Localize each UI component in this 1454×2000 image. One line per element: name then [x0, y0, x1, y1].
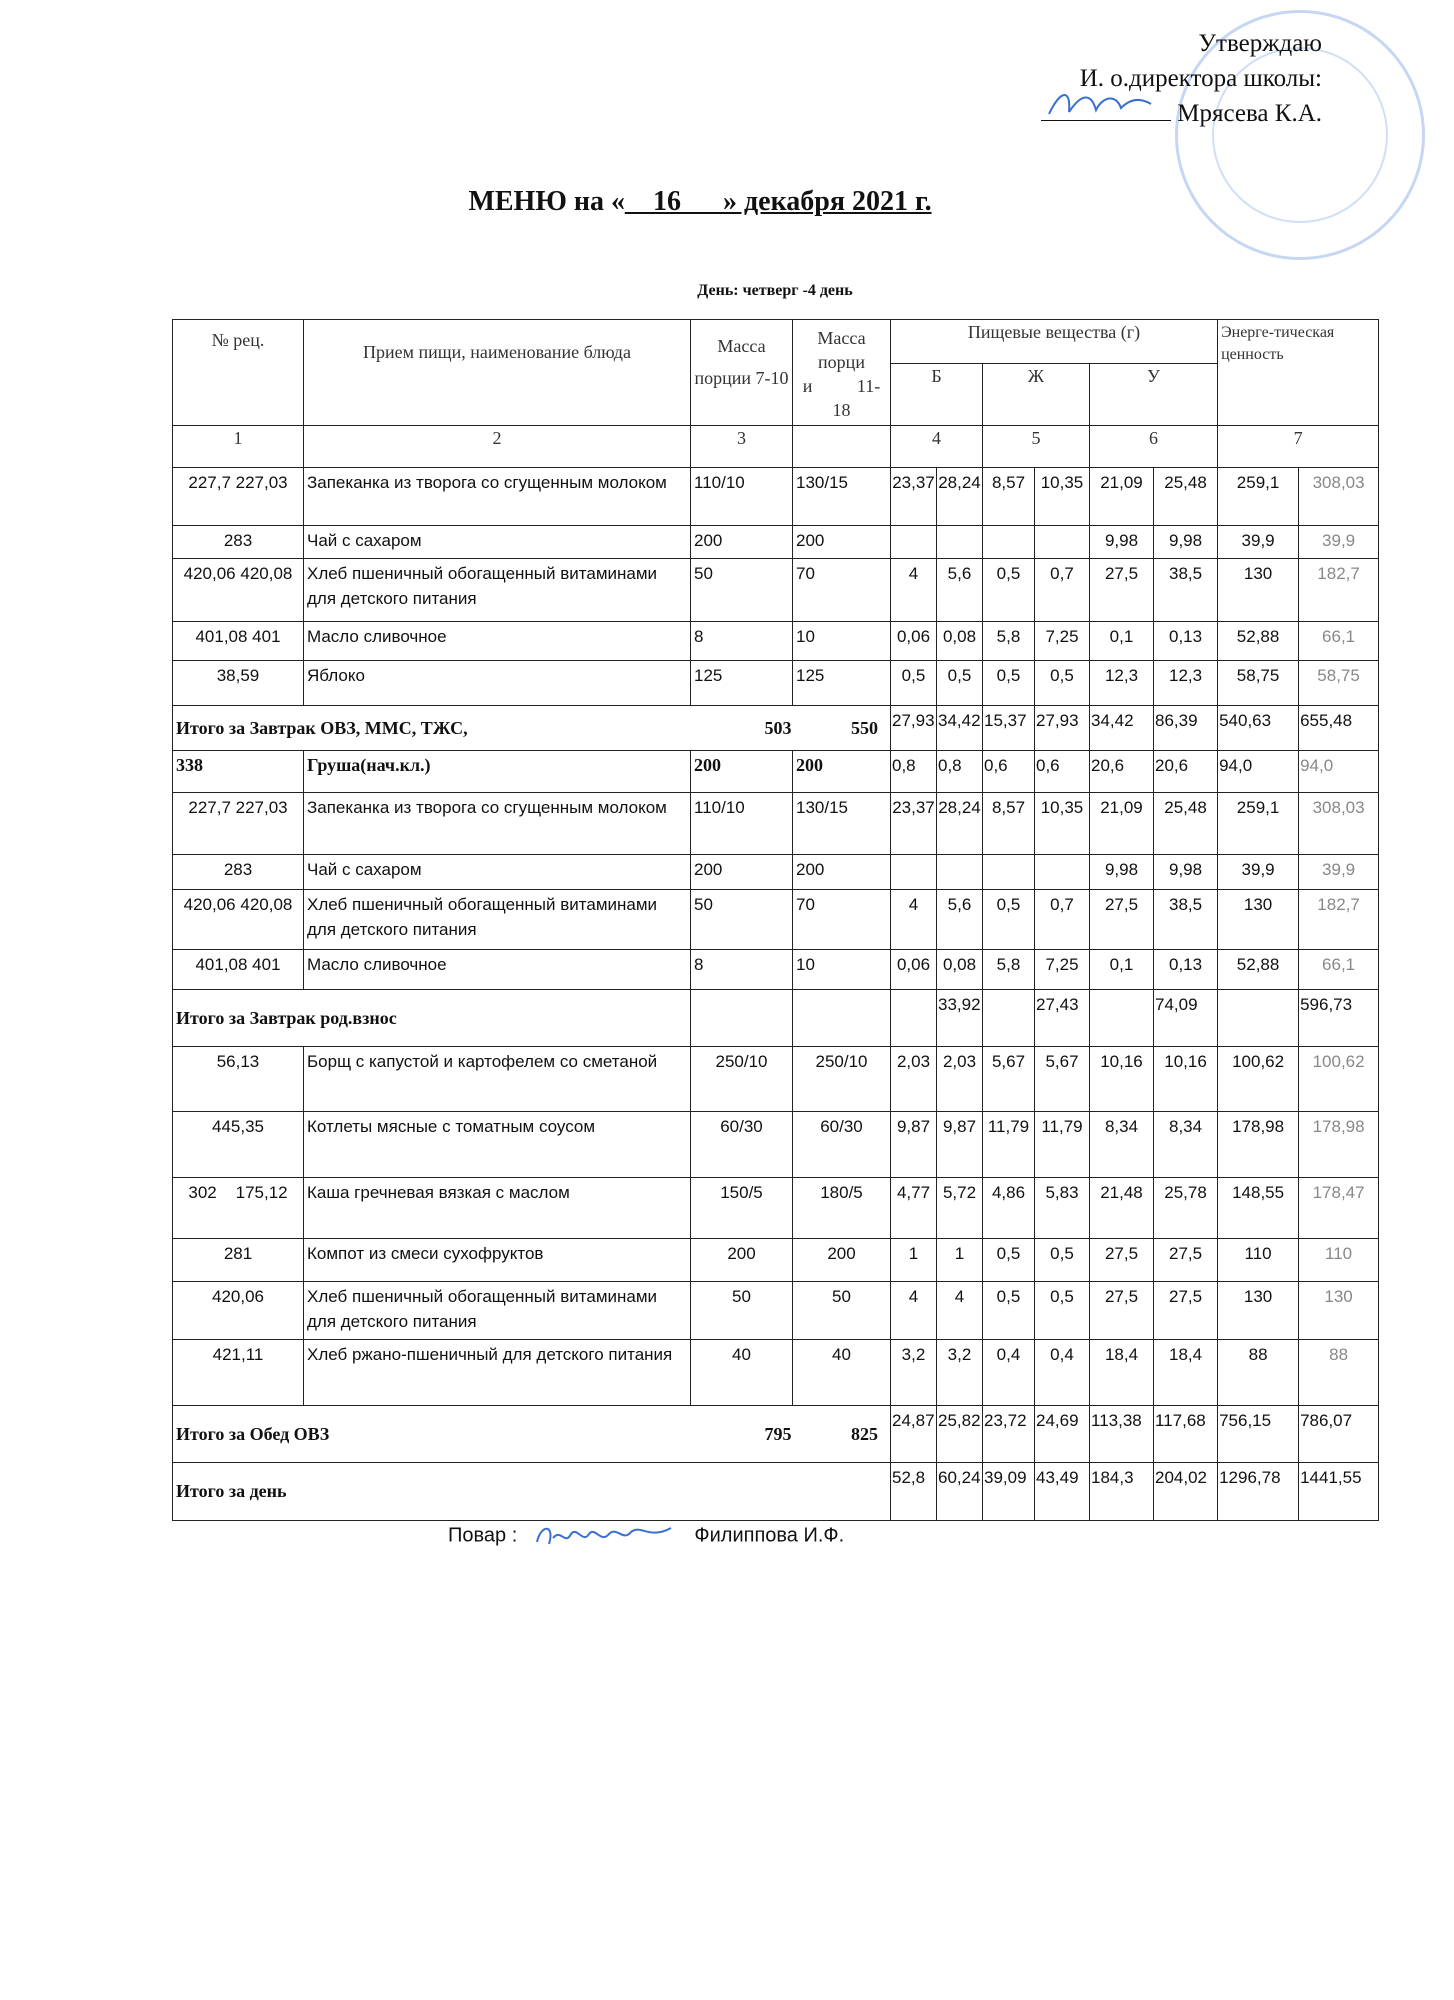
- recipe-number: 227,7 227,03: [173, 468, 304, 526]
- carbs-11-18-value: 18,4: [1154, 1340, 1218, 1406]
- dish-name: Хлеб ржано-пшеничный для детского питания: [304, 1340, 691, 1406]
- energy-7-10-value: 130: [1218, 559, 1299, 622]
- protein-11-18-value: 28,24: [937, 793, 983, 855]
- protein-7-10-value: [891, 526, 937, 559]
- fat-7-10-value: 23,72: [983, 1406, 1035, 1463]
- protein-11-18-value: 0,8: [937, 751, 983, 793]
- energy-11-18-value: 786,07: [1299, 1406, 1379, 1463]
- energy-7-10-value: 540,63: [1218, 706, 1299, 751]
- fat-7-10-value: 15,37: [983, 706, 1035, 751]
- recipe-number: 420,06 420,08: [173, 559, 304, 622]
- fat-11-18-value: 5,83: [1035, 1178, 1090, 1239]
- fat-7-10-value: 0,5: [983, 1239, 1035, 1282]
- energy-11-18-value: 39,9: [1299, 526, 1379, 559]
- total-mass-7-10: [691, 990, 793, 1047]
- energy-7-10-value: 94,0: [1218, 751, 1299, 793]
- total-label: Итого за Обед ОВЗ: [173, 1406, 691, 1463]
- protein-11-18-value: 1: [937, 1239, 983, 1282]
- energy-11-18-value: 88: [1299, 1340, 1379, 1406]
- carbs-7-10-value: 9,98: [1090, 526, 1154, 559]
- protein-7-10-value: 0,06: [891, 950, 937, 990]
- mass-11-18: 200: [793, 751, 891, 793]
- protein-7-10-value: 4: [891, 1282, 937, 1340]
- energy-11-18-value: 39,9: [1299, 855, 1379, 890]
- fat-7-10-value: 0,5: [983, 661, 1035, 706]
- protein-7-10-value: 4: [891, 890, 937, 950]
- protein-11-18-value: 5,72: [937, 1178, 983, 1239]
- recipe-number: 283: [173, 526, 304, 559]
- total-label: Итого за день: [173, 1463, 691, 1521]
- energy-11-18-value: 130: [1299, 1282, 1379, 1340]
- table-row: [173, 1047, 1379, 1112]
- header-energy: Энерге-тическая ценность: [1218, 320, 1379, 426]
- mass-11-18: 250/10: [793, 1047, 891, 1112]
- fat-7-10-value: 8,57: [983, 793, 1035, 855]
- fat-7-10-value: 39,09: [983, 1463, 1035, 1521]
- recipe-number: 302 175,12: [173, 1178, 304, 1239]
- protein-7-10-value: 0,5: [891, 661, 937, 706]
- dish-name: Каша гречневая вязкая с маслом: [304, 1178, 691, 1239]
- total-mass-11-18: 550: [793, 706, 891, 751]
- fat-7-10-value: 5,8: [983, 950, 1035, 990]
- table-row: [173, 1282, 1379, 1340]
- fat-11-18-value: 11,79: [1035, 1112, 1090, 1178]
- fat-7-10-value: 0,4: [983, 1340, 1035, 1406]
- title-suffix: » декабря 2021 г.: [722, 186, 932, 217]
- total-mass-11-18: 825: [793, 1406, 891, 1463]
- table-row: [173, 1178, 1379, 1239]
- approval-title: Утверждаю: [1198, 30, 1322, 57]
- mass-11-18: 130/15: [793, 468, 891, 526]
- director-name: Мрясева К.А.: [1177, 100, 1322, 127]
- recipe-number: 401,08 401: [173, 950, 304, 990]
- protein-7-10-value: 23,37: [891, 468, 937, 526]
- mass-7-10: 50: [691, 559, 793, 622]
- title-prefix: МЕНЮ на «: [468, 186, 625, 217]
- fat-11-18-value: 10,35: [1035, 468, 1090, 526]
- dish-name: Котлеты мясные с томатным соусом: [304, 1112, 691, 1178]
- carbs-11-18-value: 25,78: [1154, 1178, 1218, 1239]
- protein-11-18-value: [937, 526, 983, 559]
- approval-signature-line: [1041, 96, 1322, 131]
- page-title: [0, 186, 1400, 218]
- dish-name: Масло сливочное: [304, 950, 691, 990]
- mass-11-18: 180/5: [793, 1178, 891, 1239]
- dish-name: Хлеб пшеничный обогащенный витаминами для детского питания: [304, 890, 691, 950]
- protein-11-18-value: 0,08: [937, 950, 983, 990]
- day-label: День: четверг -4 день: [697, 282, 853, 299]
- recipe-number: 281: [173, 1239, 304, 1282]
- carbs-11-18-value: 8,34: [1154, 1112, 1218, 1178]
- dish-name: Масло сливочное: [304, 622, 691, 661]
- energy-7-10-value: 39,9: [1218, 526, 1299, 559]
- table-row: [173, 793, 1379, 855]
- table-row: [173, 559, 1379, 622]
- protein-7-10-value: 0,06: [891, 622, 937, 661]
- carbs-11-18-value: 12,3: [1154, 661, 1218, 706]
- mass-7-10: 150/5: [691, 1178, 793, 1239]
- carbs-11-18-value: 117,68: [1154, 1406, 1218, 1463]
- mass-7-10: 60/30: [691, 1112, 793, 1178]
- energy-7-10-value: 130: [1218, 890, 1299, 950]
- dish-name: Груша(нач.кл.): [304, 751, 691, 793]
- protein-11-18-value: 0,5: [937, 661, 983, 706]
- col-number: [793, 426, 891, 468]
- energy-7-10-value: 52,88: [1218, 622, 1299, 661]
- mass-7-10: 110/10: [691, 793, 793, 855]
- fat-11-18-value: 5,67: [1035, 1047, 1090, 1112]
- dish-name: Хлеб пшеничный обогащенный витаминами для детского питания: [304, 1282, 691, 1340]
- approval-block: [1041, 26, 1322, 131]
- menu-table-body: [173, 468, 1379, 1521]
- protein-7-10-value: 24,87: [891, 1406, 937, 1463]
- fat-7-10-value: [983, 855, 1035, 890]
- fat-11-18-value: 0,7: [1035, 559, 1090, 622]
- carbs-7-10-value: 12,3: [1090, 661, 1154, 706]
- table-row: [173, 1112, 1379, 1178]
- recipe-number: 420,06: [173, 1282, 304, 1340]
- mass-7-10: 50: [691, 1282, 793, 1340]
- table-row: [173, 1239, 1379, 1282]
- carbs-7-10-value: 21,09: [1090, 468, 1154, 526]
- fat-7-10-value: 8,57: [983, 468, 1035, 526]
- col-number: 2: [304, 426, 691, 468]
- fat-7-10-value: 4,86: [983, 1178, 1035, 1239]
- energy-7-10-value: 259,1: [1218, 793, 1299, 855]
- fat-7-10-value: [983, 526, 1035, 559]
- header-mass-11-18: Масса порци и 11-18: [793, 320, 891, 426]
- carbs-7-10-value: [1090, 990, 1154, 1047]
- mass-7-10: 200: [691, 855, 793, 890]
- total-mass-7-10: 503: [691, 706, 793, 751]
- protein-11-18-value: 3,2: [937, 1340, 983, 1406]
- recipe-number: 56,13: [173, 1047, 304, 1112]
- total-label: Итого за Завтрак ОВЗ, ММС, ТЖС,: [173, 706, 691, 751]
- table-row: [173, 526, 1379, 559]
- carbs-11-18-value: 38,5: [1154, 559, 1218, 622]
- protein-7-10-value: 1: [891, 1239, 937, 1282]
- energy-11-18-value: 182,7: [1299, 559, 1379, 622]
- protein-11-18-value: 5,6: [937, 890, 983, 950]
- carbs-7-10-value: 21,09: [1090, 793, 1154, 855]
- protein-7-10-value: 9,87: [891, 1112, 937, 1178]
- header-name: Прием пищи, наименование блюда: [304, 320, 691, 426]
- carbs-7-10-value: 18,4: [1090, 1340, 1154, 1406]
- protein-11-18-value: 2,03: [937, 1047, 983, 1112]
- fat-11-18-value: 7,25: [1035, 622, 1090, 661]
- carbs-11-18-value: 0,13: [1154, 950, 1218, 990]
- energy-7-10-value: 110: [1218, 1239, 1299, 1282]
- total-row: [173, 706, 1379, 751]
- fat-7-10-value: 5,67: [983, 1047, 1035, 1112]
- mass-7-10: 200: [691, 751, 793, 793]
- carbs-7-10-value: 0,1: [1090, 622, 1154, 661]
- total-label: Итого за Завтрак род.взнос: [173, 990, 691, 1047]
- carbs-7-10-value: 34,42: [1090, 706, 1154, 751]
- energy-11-18-value: 66,1: [1299, 950, 1379, 990]
- mass-7-10: 40: [691, 1340, 793, 1406]
- energy-11-18-value: 182,7: [1299, 890, 1379, 950]
- table-row: [173, 622, 1379, 661]
- protein-11-18-value: 33,92: [937, 990, 983, 1047]
- total-row: [173, 990, 1379, 1047]
- carbs-11-18-value: 25,48: [1154, 793, 1218, 855]
- total-mass-11-18: [793, 1463, 891, 1521]
- protein-11-18-value: [937, 855, 983, 890]
- fat-7-10-value: 0,5: [983, 559, 1035, 622]
- recipe-number: 401,08 401: [173, 622, 304, 661]
- fat-11-18-value: [1035, 855, 1090, 890]
- table-row: [173, 1340, 1379, 1406]
- energy-7-10-value: 148,55: [1218, 1178, 1299, 1239]
- energy-11-18-value: 596,73: [1299, 990, 1379, 1047]
- fat-11-18-value: [1035, 526, 1090, 559]
- fat-11-18-value: 0,4: [1035, 1340, 1090, 1406]
- title-day: __16___: [624, 186, 723, 217]
- recipe-number: 338: [173, 751, 304, 793]
- carbs-11-18-value: 27,5: [1154, 1239, 1218, 1282]
- carbs-11-18-value: 74,09: [1154, 990, 1218, 1047]
- energy-7-10-value: 130: [1218, 1282, 1299, 1340]
- mass-7-10: 50: [691, 890, 793, 950]
- header-zh: Ж: [983, 364, 1090, 426]
- fat-11-18-value: 0,7: [1035, 890, 1090, 950]
- fat-11-18-value: 0,6: [1035, 751, 1090, 793]
- protein-7-10-value: [891, 990, 937, 1047]
- fat-7-10-value: 5,8: [983, 622, 1035, 661]
- mass-7-10: 200: [691, 1239, 793, 1282]
- table-row: [173, 855, 1379, 890]
- protein-7-10-value: 23,37: [891, 793, 937, 855]
- carbs-11-18-value: 9,98: [1154, 526, 1218, 559]
- protein-11-18-value: 0,08: [937, 622, 983, 661]
- header-mass-7-10: Масса порции 7-10: [691, 320, 793, 426]
- fat-7-10-value: 0,6: [983, 751, 1035, 793]
- dish-name: Чай с сахаром: [304, 526, 691, 559]
- recipe-number: 445,35: [173, 1112, 304, 1178]
- col-number: 5: [983, 426, 1090, 468]
- dish-name: Хлеб пшеничный обогащенный витаминами для детского питания: [304, 559, 691, 622]
- dish-name: Компот из смеси сухофруктов: [304, 1239, 691, 1282]
- mass-11-18: 130/15: [793, 793, 891, 855]
- col-number: 6: [1090, 426, 1218, 468]
- mass-11-18: 10: [793, 950, 891, 990]
- header-u: У: [1090, 364, 1218, 426]
- carbs-11-18-value: 9,98: [1154, 855, 1218, 890]
- menu-table: [172, 319, 1379, 1521]
- protein-7-10-value: 4: [891, 559, 937, 622]
- protein-7-10-value: 2,03: [891, 1047, 937, 1112]
- fat-11-18-value: 7,25: [1035, 950, 1090, 990]
- mass-11-18: 200: [793, 526, 891, 559]
- fat-7-10-value: 0,5: [983, 890, 1035, 950]
- protein-7-10-value: 3,2: [891, 1340, 937, 1406]
- energy-11-18-value: 58,75: [1299, 661, 1379, 706]
- fat-11-18-value: 10,35: [1035, 793, 1090, 855]
- table-row: [173, 751, 1379, 793]
- col-number: 4: [891, 426, 983, 468]
- mass-7-10: 110/10: [691, 468, 793, 526]
- col-number: 7: [1218, 426, 1379, 468]
- fat-7-10-value: 11,79: [983, 1112, 1035, 1178]
- fat-11-18-value: 43,49: [1035, 1463, 1090, 1521]
- carbs-11-18-value: 25,48: [1154, 468, 1218, 526]
- director-signature: [1041, 98, 1171, 121]
- protein-7-10-value: 0,8: [891, 751, 937, 793]
- mass-11-18: 125: [793, 661, 891, 706]
- total-row: [173, 1463, 1379, 1521]
- fat-11-18-value: 27,93: [1035, 706, 1090, 751]
- carbs-7-10-value: 20,6: [1090, 751, 1154, 793]
- carbs-7-10-value: 27,5: [1090, 1282, 1154, 1340]
- carbs-7-10-value: 8,34: [1090, 1112, 1154, 1178]
- carbs-11-18-value: 20,6: [1154, 751, 1218, 793]
- carbs-7-10-value: 0,1: [1090, 950, 1154, 990]
- table-row: [173, 661, 1379, 706]
- energy-7-10-value: 756,15: [1218, 1406, 1299, 1463]
- carbs-11-18-value: 10,16: [1154, 1047, 1218, 1112]
- mass-7-10: 200: [691, 526, 793, 559]
- mass-7-10: 8: [691, 622, 793, 661]
- energy-7-10-value: 100,62: [1218, 1047, 1299, 1112]
- protein-11-18-value: 34,42: [937, 706, 983, 751]
- mass-11-18: 40: [793, 1340, 891, 1406]
- fat-11-18-value: 0,5: [1035, 661, 1090, 706]
- dish-name: Запеканка из творога со сгущенным молоком: [304, 468, 691, 526]
- protein-7-10-value: 4,77: [891, 1178, 937, 1239]
- approval-position: И. о.директора школы:: [1079, 65, 1322, 92]
- protein-11-18-value: 5,6: [937, 559, 983, 622]
- energy-11-18-value: 66,1: [1299, 622, 1379, 661]
- cook-name: Филиппова И.Ф.: [694, 1524, 845, 1547]
- mass-11-18: 70: [793, 559, 891, 622]
- energy-11-18-value: 1441,55: [1299, 1463, 1379, 1521]
- fat-11-18-value: 24,69: [1035, 1406, 1090, 1463]
- energy-7-10-value: 259,1: [1218, 468, 1299, 526]
- energy-11-18-value: 110: [1299, 1239, 1379, 1282]
- carbs-7-10-value: 21,48: [1090, 1178, 1154, 1239]
- energy-11-18-value: 178,98: [1299, 1112, 1379, 1178]
- cook-label: Повар :: [448, 1524, 518, 1547]
- mass-11-18: 70: [793, 890, 891, 950]
- dish-name: Запеканка из творога со сгущенным молоком: [304, 793, 691, 855]
- table-row: [173, 890, 1379, 950]
- energy-7-10-value: 88: [1218, 1340, 1299, 1406]
- energy-7-10-value: 1296,78: [1218, 1463, 1299, 1521]
- recipe-number: 421,11: [173, 1340, 304, 1406]
- mass-11-18: 50: [793, 1282, 891, 1340]
- mass-11-18: 200: [793, 1239, 891, 1282]
- carbs-7-10-value: 113,38: [1090, 1406, 1154, 1463]
- protein-7-10-value: 27,93: [891, 706, 937, 751]
- energy-11-18-value: 655,48: [1299, 706, 1379, 751]
- cook-signature-scribble: [531, 1518, 681, 1554]
- energy-11-18-value: 94,0: [1299, 751, 1379, 793]
- energy-7-10-value: 52,88: [1218, 950, 1299, 990]
- mass-7-10: 8: [691, 950, 793, 990]
- carbs-7-10-value: 9,98: [1090, 855, 1154, 890]
- energy-11-18-value: 100,62: [1299, 1047, 1379, 1112]
- energy-7-10-value: 39,9: [1218, 855, 1299, 890]
- col-number: 1: [173, 426, 304, 468]
- fat-7-10-value: [983, 990, 1035, 1047]
- total-mass-11-18: [793, 990, 891, 1047]
- carbs-11-18-value: 0,13: [1154, 622, 1218, 661]
- dish-name: Яблоко: [304, 661, 691, 706]
- mass-11-18: 60/30: [793, 1112, 891, 1178]
- energy-11-18-value: 178,47: [1299, 1178, 1379, 1239]
- mass-11-18: 200: [793, 855, 891, 890]
- table-row: [173, 468, 1379, 526]
- fat-11-18-value: 0,5: [1035, 1282, 1090, 1340]
- col-number: 3: [691, 426, 793, 468]
- header-nutrients: Пищевые вещества (г): [891, 320, 1218, 364]
- header-b: Б: [891, 364, 983, 426]
- mass-11-18: 10: [793, 622, 891, 661]
- table-row: [173, 950, 1379, 990]
- carbs-7-10-value: 184,3: [1090, 1463, 1154, 1521]
- protein-11-18-value: 9,87: [937, 1112, 983, 1178]
- total-mass-7-10: [691, 1463, 793, 1521]
- carbs-11-18-value: 38,5: [1154, 890, 1218, 950]
- dish-name: Чай с сахаром: [304, 855, 691, 890]
- protein-11-18-value: 28,24: [937, 468, 983, 526]
- recipe-number: 38,59: [173, 661, 304, 706]
- column-numbers-row: [173, 426, 1379, 468]
- energy-7-10-value: [1218, 990, 1299, 1047]
- total-row: [173, 1406, 1379, 1463]
- carbs-11-18-value: 27,5: [1154, 1282, 1218, 1340]
- protein-11-18-value: 4: [937, 1282, 983, 1340]
- protein-11-18-value: 60,24: [937, 1463, 983, 1521]
- header-rec: № рец.: [173, 320, 304, 426]
- cook-signature-block: [448, 1518, 844, 1554]
- director-signature-scribble: [1041, 84, 1171, 124]
- dish-name: Борщ с капустой и картофелем со сметаной: [304, 1047, 691, 1112]
- protein-11-18-value: 25,82: [937, 1406, 983, 1463]
- energy-7-10-value: 58,75: [1218, 661, 1299, 706]
- carbs-7-10-value: 27,5: [1090, 559, 1154, 622]
- protein-7-10-value: 52,8: [891, 1463, 937, 1521]
- energy-11-18-value: 308,03: [1299, 793, 1379, 855]
- total-mass-7-10: 795: [691, 1406, 793, 1463]
- fat-11-18-value: 27,43: [1035, 990, 1090, 1047]
- carbs-11-18-value: 204,02: [1154, 1463, 1218, 1521]
- carbs-7-10-value: 27,5: [1090, 890, 1154, 950]
- carbs-7-10-value: 10,16: [1090, 1047, 1154, 1112]
- protein-7-10-value: [891, 855, 937, 890]
- fat-7-10-value: 0,5: [983, 1282, 1035, 1340]
- recipe-number: 420,06 420,08: [173, 890, 304, 950]
- carbs-7-10-value: 27,5: [1090, 1239, 1154, 1282]
- carbs-11-18-value: 86,39: [1154, 706, 1218, 751]
- energy-7-10-value: 178,98: [1218, 1112, 1299, 1178]
- recipe-number: 283: [173, 855, 304, 890]
- recipe-number: 227,7 227,03: [173, 793, 304, 855]
- fat-11-18-value: 0,5: [1035, 1239, 1090, 1282]
- energy-11-18-value: 308,03: [1299, 468, 1379, 526]
- mass-7-10: 125: [691, 661, 793, 706]
- mass-7-10: 250/10: [691, 1047, 793, 1112]
